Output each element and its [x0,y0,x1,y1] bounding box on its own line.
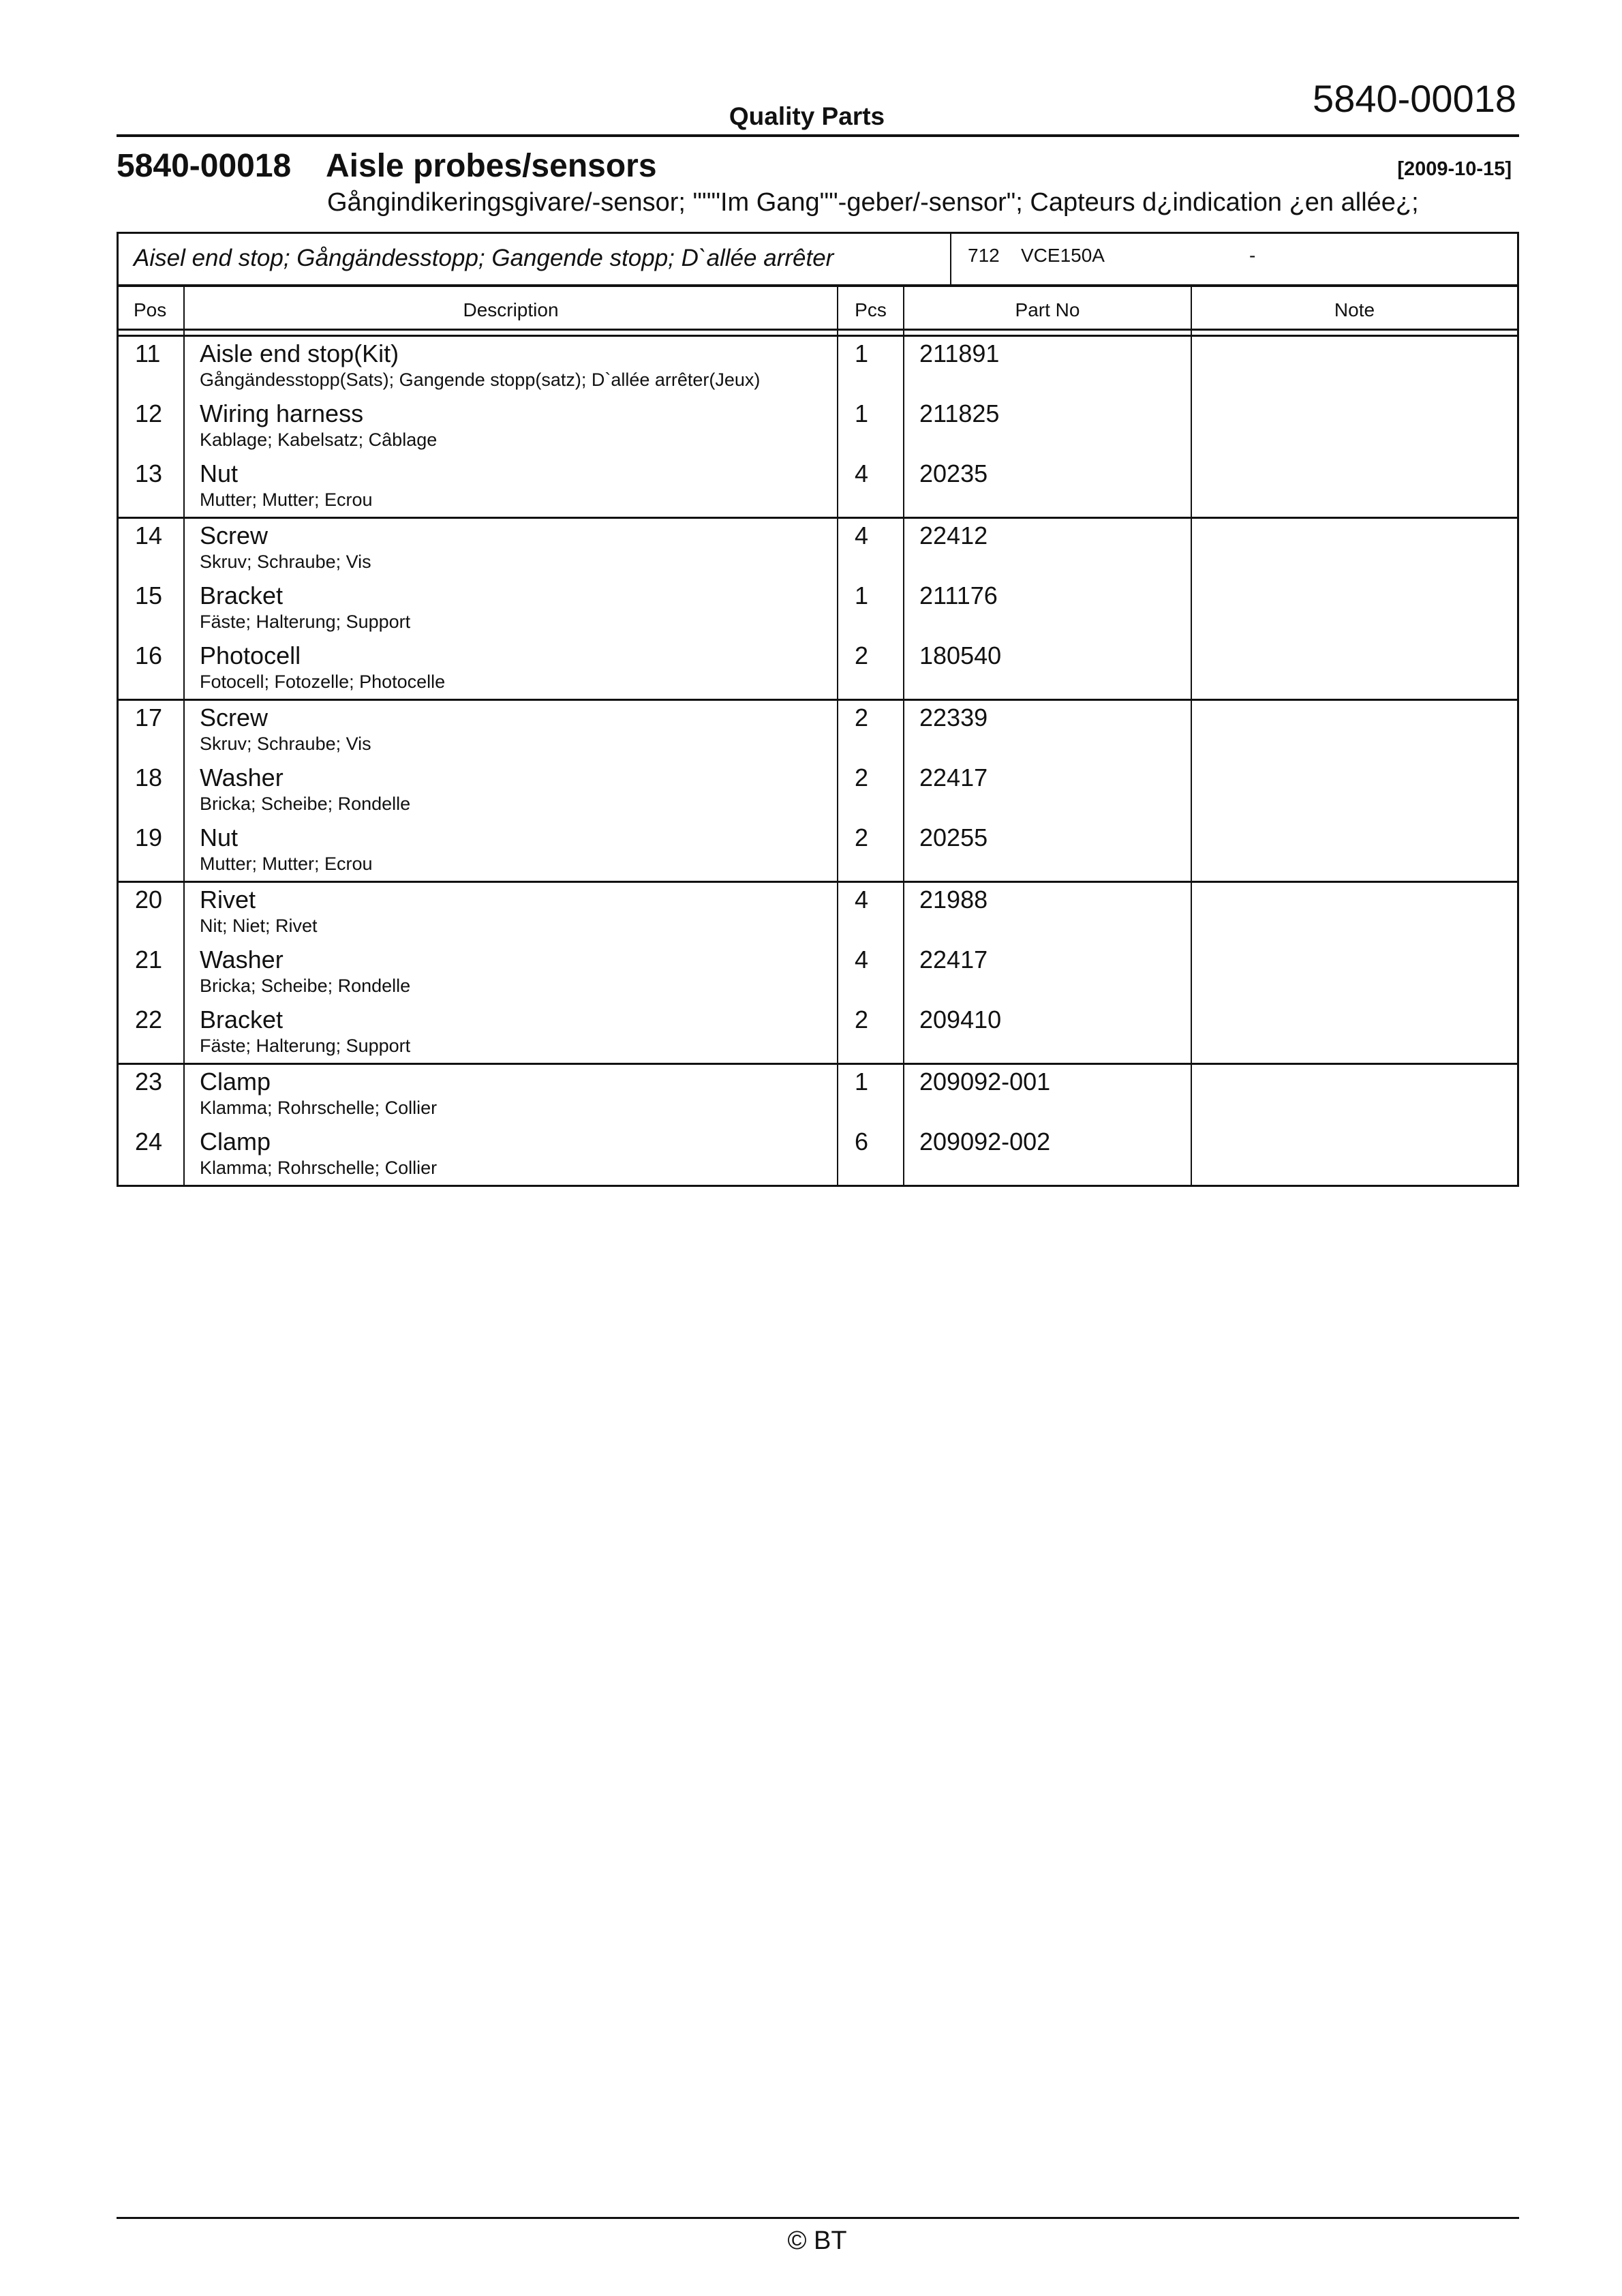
cell-description [185,1125,838,1185]
cell-pos: 13 [119,457,185,517]
cell-description [185,579,838,639]
description-translations: Fotocell; Fotozelle; Photocelle [200,671,446,692]
cell-pcs: 1 [838,579,904,639]
description-en: Screw [200,704,269,731]
subtitle-translations: Gångindikeringsgivare/-sensor; """Im Gang""-geber/-sensor"; Capteurs d¿indication ¿en allée¿; [327,188,1419,217]
cell-part-no: 209092-001 [904,1065,1192,1125]
description-translations: Skruv; Schraube; Vis [200,734,371,754]
description-translations: Skruv; Schraube; Vis [200,552,371,572]
cell-note [1192,579,1517,639]
description-translations: Klamma; Rohrschelle; Collier [200,1098,438,1118]
cell-description [185,397,838,457]
cell-description [185,883,838,943]
table-body [119,337,1517,1185]
table-row [119,519,1517,579]
description-en: Bracket [200,581,284,609]
description-translations: Fäste; Halterung; Support [200,611,411,632]
cell-description [185,1003,838,1063]
cell-note [1192,821,1517,881]
cell-pos: 12 [119,397,185,457]
group-info [951,234,1517,284]
description-en: Nut [200,824,239,851]
cell-pcs: 1 [838,1065,904,1125]
description-en: Washer [200,764,284,791]
footer-divider [117,2217,1519,2219]
cell-pos: 21 [119,943,185,1003]
col-part-no: Part No [904,287,1192,329]
section-heading: Quality Parts [729,102,885,130]
description-en: Wiring harness [200,399,364,427]
row-group [119,519,1517,701]
table-row [119,1003,1517,1063]
cell-pcs: 4 [838,943,904,1003]
cell-note [1192,337,1517,397]
copyright: © BT [787,2226,847,2255]
description-translations: Fäste; Halterung; Support [200,1036,411,1056]
cell-note [1192,883,1517,943]
description-en: Clamp [200,1128,271,1155]
cell-pos: 15 [119,579,185,639]
cell-part-no: 211825 [904,397,1192,457]
cell-pcs: 4 [838,519,904,579]
description-en: Screw [200,522,269,549]
cell-part-no: 209092-002 [904,1125,1192,1185]
table-row [119,701,1517,761]
col-pos: Pos [119,287,185,329]
group-header [119,234,1517,287]
cell-pos: 16 [119,639,185,699]
page-title: Aisle probes/sensors [326,148,657,184]
cell-pcs: 2 [838,639,904,699]
cell-pos: 19 [119,821,185,881]
header-spacer [119,331,1517,337]
column-headers [119,287,1517,331]
cell-pos: 23 [119,1065,185,1125]
col-pcs: Pcs [838,287,904,329]
cell-part-no: 211176 [904,579,1192,639]
cell-part-no: 20255 [904,821,1192,881]
cell-note [1192,761,1517,821]
cell-part-no: 20235 [904,457,1192,517]
description-translations: Gångändesstopp(Sats); Gangende stopp(satz); D`allée arrêter(Jeux) [200,369,761,390]
table-row [119,883,1517,943]
description-translations: Mutter; Mutter; Ecrou [200,854,373,874]
cell-description [185,639,838,699]
cell-note [1192,519,1517,579]
col-note: Note [1334,299,1375,320]
cell-part-no: 22412 [904,519,1192,579]
cell-note [1192,639,1517,699]
cell-description [185,821,838,881]
cell-note [1192,397,1517,457]
table-row [119,639,1517,699]
description-en: Bracket [200,1006,284,1033]
cell-part-no: 22417 [904,761,1192,821]
row-group [119,701,1517,883]
table-row [119,1125,1517,1185]
description-en: Rivet [200,886,256,913]
description-en: Aisle end stop(Kit) [200,339,399,367]
table-row [119,397,1517,457]
cell-pcs: 6 [838,1125,904,1185]
table-row [119,337,1517,397]
date: [2009-10-15] [1397,158,1512,180]
description-en: Clamp [200,1068,271,1096]
cell-part-no: 209410 [904,1003,1192,1063]
table-row [119,1065,1517,1125]
cell-note [1192,701,1517,761]
title-number: 5840-00018 [117,148,292,184]
cell-description [185,457,838,517]
cell-part-no: 211891 [904,337,1192,397]
table-row [119,457,1517,517]
document-number: 5840-00018 [1313,77,1516,120]
cell-description [185,943,838,1003]
description-en: Photocell [200,641,301,669]
cell-part-no: 180540 [904,639,1192,699]
cell-part-no: 21988 [904,883,1192,943]
cell-description [185,337,838,397]
description-en: Washer [200,946,284,973]
cell-pos: 11 [119,337,185,397]
description-translations: Bricka; Scheibe; Rondelle [200,976,411,996]
cell-pos: 20 [119,883,185,943]
table-row [119,761,1517,821]
cell-pos: 18 [119,761,185,821]
cell-pos: 17 [119,701,185,761]
row-group [119,1065,1517,1185]
group-title: Aisel end stop; Gångändesstopp; Gangende stopp; D`allée arrêter [119,234,951,284]
cell-pcs: 1 [838,337,904,397]
col-description: Description [185,287,838,329]
row-group [119,883,1517,1065]
description-translations: Kablage; Kabelsatz; Câblage [200,429,438,450]
row-group [119,337,1517,519]
cell-note [1192,1125,1517,1185]
description-en: Nut [200,459,239,487]
cell-pcs: 1 [838,397,904,457]
description-translations: Nit; Niet; Rivet [200,916,318,936]
table-row [119,579,1517,639]
parts-table [117,232,1519,1187]
cell-pos: 14 [119,519,185,579]
cell-pcs: 4 [838,883,904,943]
description-translations: Bricka; Scheibe; Rondelle [200,794,411,814]
cell-pcs: 2 [838,821,904,881]
header-divider [117,134,1519,137]
cell-pcs: 4 [838,457,904,517]
cell-pos: 24 [119,1125,185,1185]
cell-description [185,519,838,579]
cell-pcs: 2 [838,1003,904,1063]
cell-description [185,1065,838,1125]
cell-description [185,761,838,821]
cell-pcs: 2 [838,701,904,761]
group-extra: - [1249,245,1256,266]
cell-description [185,701,838,761]
cell-part-no: 22339 [904,701,1192,761]
cell-note [1192,943,1517,1003]
description-translations: Klamma; Rohrschelle; Collier [200,1158,438,1178]
cell-pcs: 2 [838,761,904,821]
cell-note [1192,1003,1517,1063]
group-code: 712 [968,245,1000,266]
cell-note [1192,457,1517,517]
cell-note [1192,1065,1517,1125]
cell-pos: 22 [119,1003,185,1063]
table-row [119,821,1517,881]
table-row [119,943,1517,1003]
group-model: VCE150A [1021,245,1105,266]
description-translations: Mutter; Mutter; Ecrou [200,489,373,510]
cell-part-no: 22417 [904,943,1192,1003]
